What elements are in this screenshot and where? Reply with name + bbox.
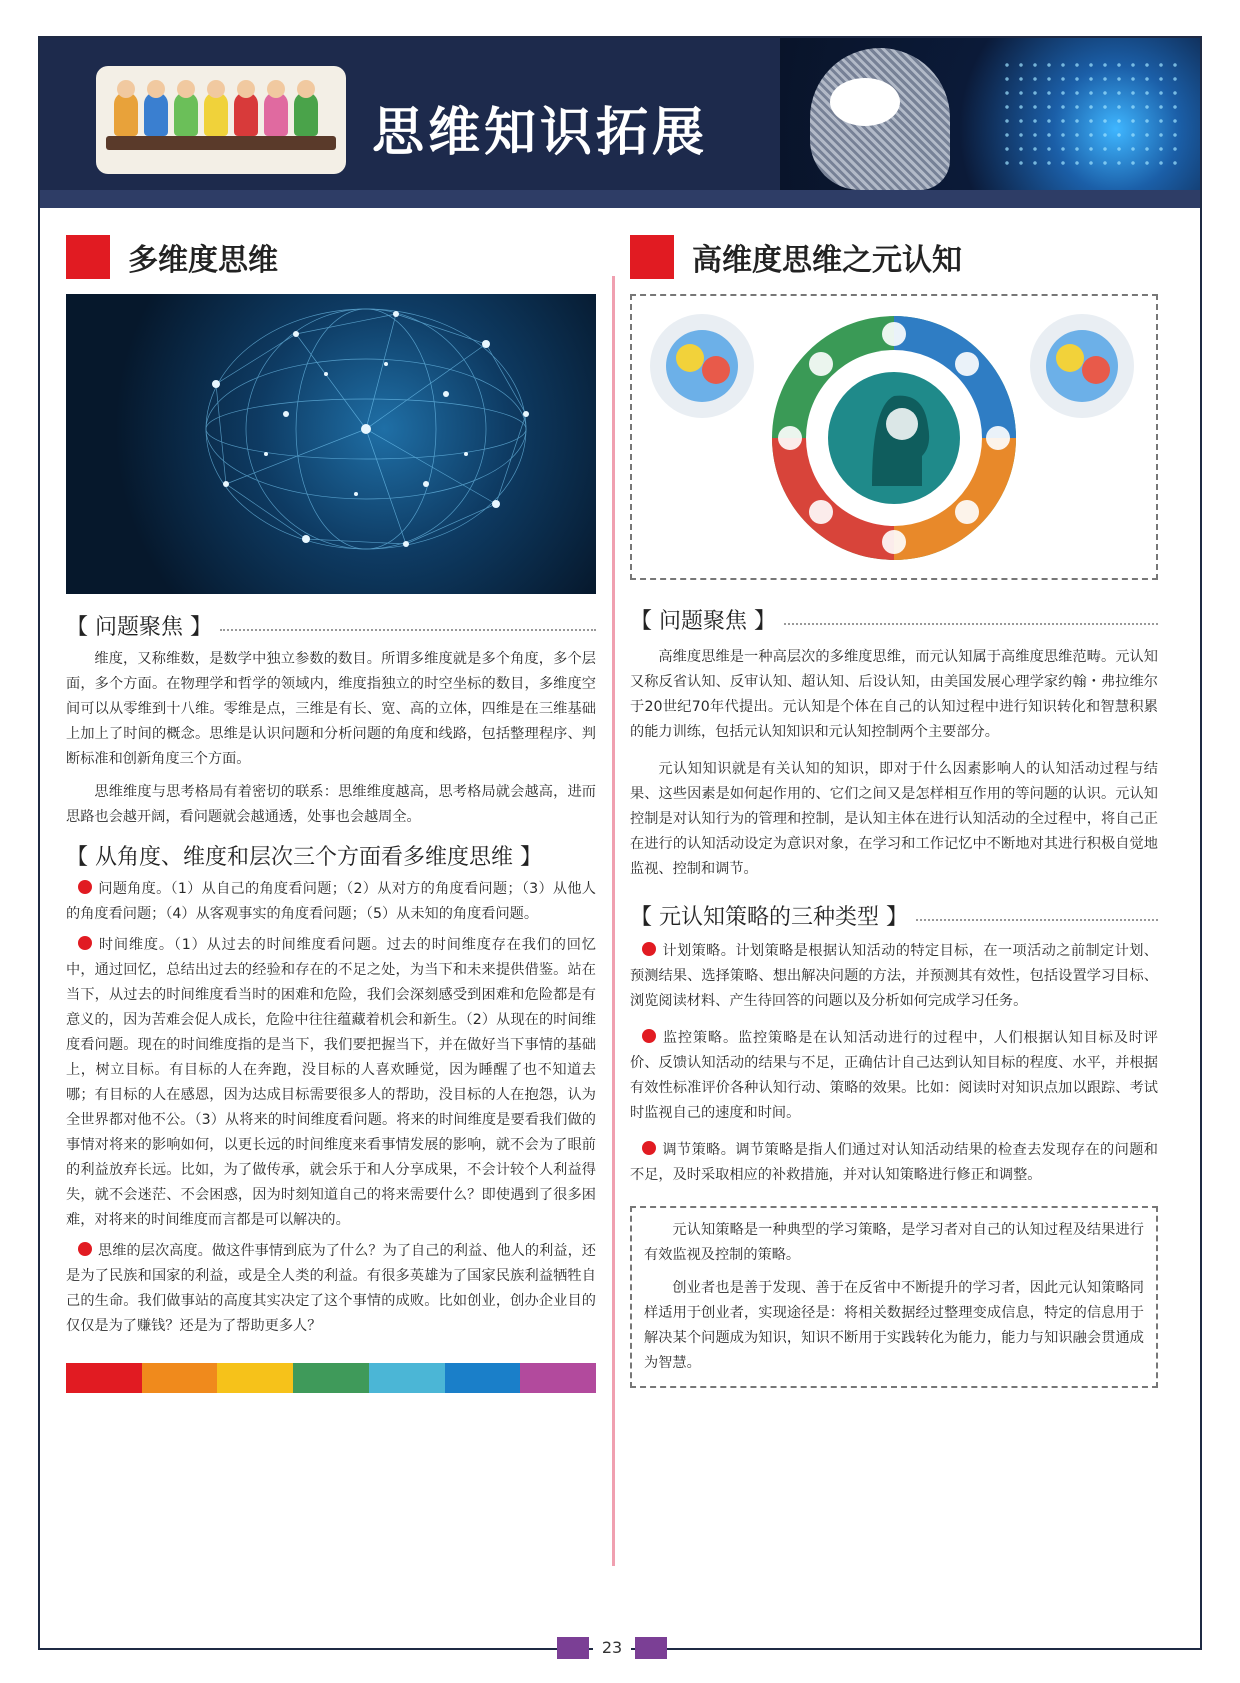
- network-globe-icon: [66, 294, 596, 594]
- page-number-tab: [557, 1635, 667, 1661]
- note-paragraph: 创业者也是善于发现、善于在反省中不断提升的学习者，因此元认知策略同样适用于创业者，实现途径是：将相关数据经过整理变成信息，特定的信息用于解决某个问题成为知识，知识不断用于实践转化为能力，能力与知识融会贯通成为智慧。: [644, 1280, 1144, 1371]
- red-dot-icon: [78, 936, 92, 950]
- page-number: 23: [593, 1635, 631, 1661]
- bullet-item: 调节策略。调节策略是指人们通过对认知活动结果的检查去发现存在的问题和不足，及时采取相应的补救措施，并对认知策略进行修正和调整。: [630, 1142, 1158, 1183]
- bullet-item: 计划策略。计划策略是根据认知活动的特定目标，在一项活动之前制定计划、预测结果、选择策略、想出解决问题的方法，并预测其有效性，包括设置学习目标、浏览阅读材料、产生待回答的问题以及分析如何完成学习任务。: [630, 943, 1158, 1009]
- red-square-icon: [630, 235, 674, 279]
- page-frame: [38, 36, 1202, 1650]
- bullet-item: 监控策略。监控策略是在认知活动进行的过程中，人们根据认知目标及时评价、反馈认知活动的结果与不足，正确估计自己达到认知目标的程度、水平，并根据有效性标准评价各种认知行动、策略的效果。比如：阅读时对知识点加以跟踪、考试时监视自己的速度和时间。: [630, 1030, 1158, 1121]
- focus-paragraph: 思维维度与思考格局有着密切的联系：思维维度越高，思考格局就会越高，进而思路也会越开阔，看问题就会越通透，处事也会越周全。: [66, 784, 596, 825]
- network-dots-decoration: [1000, 58, 1180, 168]
- section-title: 多维度思维: [128, 243, 278, 278]
- color-bar-segment: [293, 1363, 369, 1393]
- section-title: 高维度思维之元认知: [692, 243, 962, 278]
- column-divider: [612, 276, 615, 1566]
- focus-label: 【 问题聚焦 】: [66, 610, 596, 641]
- brain-head-gear-icon: [630, 294, 1158, 580]
- bullet-item: 思维的层次高度。做这件事情到底为了什么？为了自己的利益、他人的利益，还是为了民族和国家的利益，或是全人类的利益。有很多英雄为了国家民族利益牺牲自己的生命。我们做事站的高度其实决定了这个事情的成败。比如创业，创办企业目的仅仅是为了赚钱？还是为了帮助更多人？: [66, 1243, 596, 1334]
- header-band: [40, 190, 1200, 208]
- red-dot-icon: [642, 942, 656, 956]
- page-tab-right: [635, 1637, 667, 1659]
- page-tab-left: [557, 1637, 589, 1659]
- speech-bubble-icon: [830, 78, 900, 126]
- red-dot-icon: [78, 1242, 92, 1256]
- rainbow-color-bar: [66, 1363, 596, 1393]
- left-column: [66, 234, 596, 1393]
- page-title: 思维知识拓展: [372, 103, 709, 163]
- color-bar-segment: [217, 1363, 293, 1393]
- summary-note-box: [630, 1206, 1158, 1388]
- note-paragraph: 元认知策略是一种典型的学习策略，是学习者对自己的认知过程及结果进行有效监视及控制的策略。: [644, 1222, 1144, 1263]
- red-square-icon: [66, 235, 110, 279]
- aspects-label: 【 从角度、维度和层次三个方面看多维度思维 】: [66, 845, 542, 870]
- strategy-label: 【 元认知策略的三种类型 】: [630, 900, 1158, 931]
- people-at-table-icon: [96, 66, 346, 174]
- focus-paragraph: 高维度思维是一种高层次的多维度思维，而元认知属于高维度思维范畴。元认知又称反省认知、反审认知、超认知、后设认知，由美国发展心理学家约翰・弗拉维尔于20世纪70年代提出。元认知是个体在自己的认知过程中进行知识转化和智慧积累的能力训练，包括元认知知识和元认知控制两个主要部分。: [630, 649, 1158, 740]
- color-bar-segment: [445, 1363, 521, 1393]
- color-bar-segment: [369, 1363, 445, 1393]
- color-bar-segment: [66, 1363, 142, 1393]
- red-dot-icon: [642, 1029, 656, 1043]
- color-bar-segment: [520, 1363, 596, 1393]
- focus-label: 【 问题聚焦 】: [630, 604, 1158, 635]
- page-header: [40, 38, 1200, 208]
- focus-paragraph: 元认知知识就是有关认知的知识，即对于什么因素影响人的认知活动过程与结果、这些因素是如何起作用的、它们之间又是怎样相互作用的等问题的认识。元认知控制是对认知行为的管理和控制，是认知主体在进行认知活动的全过程中，将自己正在进行的认知活动设定为意识对象，在学习和工作记忆中不断地对其进行积极自觉地监视、控制和调节。: [630, 761, 1158, 877]
- red-dot-icon: [642, 1141, 656, 1155]
- red-dot-icon: [78, 880, 92, 894]
- section-heading: [66, 234, 596, 280]
- focus-paragraph: 维度，又称维数，是数学中独立参数的数目。所谓多维度就是多个角度，多个层面，多个方面。在物理学和哲学的领域内，维度指独立的时空坐标的数目，多维度空间可以从零维到十八维。零维是点，三维是有长、宽、高的立体，四维是在三维基础上加上了时间的概念。思维是认识问题和分析问题的角度和线路，包括整理程序、判断标准和创新角度三个方面。: [66, 651, 596, 767]
- section-heading: [630, 234, 1158, 280]
- right-column: [630, 234, 1158, 1388]
- color-bar-segment: [142, 1363, 218, 1393]
- bullet-item: 问题角度。（1）从自己的角度看问题；（2）从对方的角度看问题；（3）从他人的角度看问题；（4）从客观事实的角度看问题；（5）从未知的角度看问题。: [66, 881, 596, 922]
- bullet-item: 时间维度。（1）从过去的时间维度看问题。过去的时间维度存在我们的回忆中，通过回忆，总结出过去的经验和存在的不足之处，为当下和未来提供借鉴。站在当下，从过去的时间维度看当时的困难和危险，我们会深刻感受到困难和危险都是有意义的，因为苦难会促人成长，危险中往往蕴藏着机会和新生。（2）从现在的时间维度看问题。现在的时间维度指的是当下，我们要把握当下，并在做好当下事情的基础上，树立目标。有目标的人在奔跑，没目标的人喜欢睡觉，因为睡醒了也不知道去哪；有目标的人在感恩，因为达成目标需要很多人的帮助，没目标的人在抱怨，认为全世界都对他不公。（3）从将来的时间维度看问题。将来的时间维度是要看我们做的事情对将来的影响如何，以更长远的时间维度来看事情发展的影响，就不会为了眼前的利益放弃长远。比如，为了做传承，就会乐于和人分享成果，不会计较个人利益得失，就不会迷茫、不会困惑，因为时刻知道自己的将来需要什么？即使遇到了很多困难，对将来的时间维度而言都是可以解决的。: [66, 937, 596, 1228]
